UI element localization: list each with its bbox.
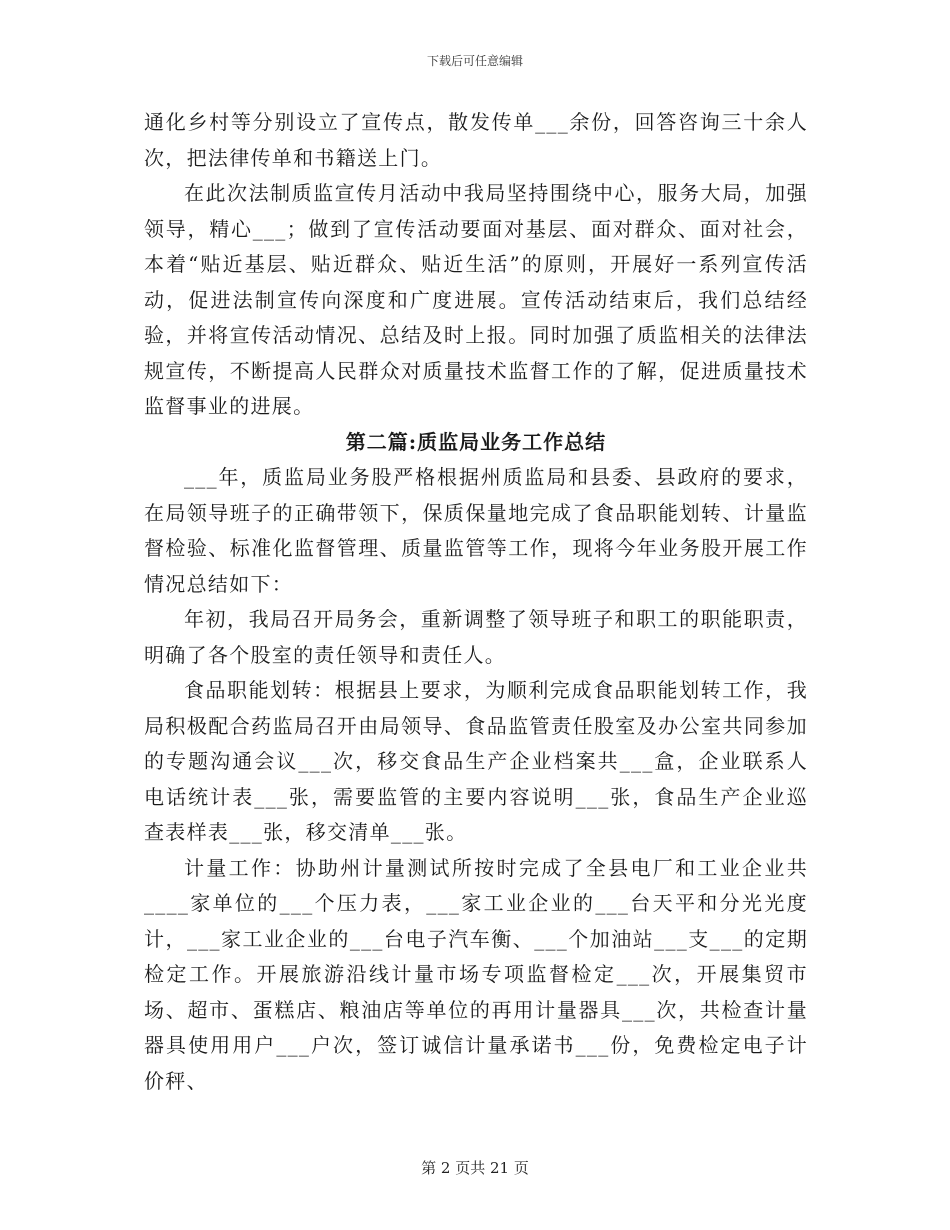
paragraph-3: ___年，质监局业务股严格根据州质监局和县委、县政府的要求，在局领导班子的正确带领下，保质保量地完成了食品职能划转、计量监督检验、标准化监督管理、质量监管等工作，现将今年业务股开展工作情况总结如下： — [144, 465, 808, 596]
page-footer: 第 2 页共 21 页 — [421, 1159, 529, 1177]
paragraph-5: 食品职能划转：根据县上要求，为顺利完成食品职能划转工作，我局积极配合药监局召开由局领导、食品监管责任股室及办公室共同参加的专题沟通会议___次，移交食品生产企业档案共___盒，企业联系人电话统计表___张，需要监管的主要内容说明___张，食品生产企业巡查表样表___张，移交清单___张。 — [144, 678, 808, 844]
page-header: 下载后可任意编辑 — [426, 54, 523, 68]
paragraph-2: 在此次法制质监宣传月活动中我局坚持围绕中心，服务大局，加强领导，精心___；做到了宣传活动要面对基层、面对群众、面对社会，本着“贴近基层、贴近群众、贴近生活”的原则，开展好一系列宣传活动，促进法制宣传向深度和广度进展。宣传活动结束后，我们总结经验，并将宣传活动情况、总结及时上报。同时加强了质监相关的法律法规宣传，不断提高人民群众对质量技术监督工作的了解，促进质量技术监督事业的进展。 — [144, 181, 808, 418]
paragraph-1: 通化乡村等分别设立了宣传点，散发传单___余份，回答咨询三十余人次，把法律传单和书籍送上门。 — [144, 110, 808, 170]
document-body — [144, 105, 808, 1099]
paragraph-6: 计量工作：协助州计量测试所按时完成了全县电厂和工业企业共____家单位的___个压力表，___家工业企业的___台天平和分光光度计，___家工业企业的___台电子汽车衡、___个加油站___支___的定期检定工作。开展旅游沿线计量市场专项监督检定___次，开展集贸市场、超市、蛋糕店、粮油店等单位的再用计量器具___次，共检查计量器具使用用户___户次，签订诚信计量承诺书___份，免费检定电子计价秤、 — [144, 855, 808, 1093]
section-heading: 第二篇:质监局业务工作总结 — [345, 429, 607, 454]
paragraph-4: 年初，我局召开局务会，重新调整了领导班子和职工的职能职责，明确了各个股室的责任领导和责任人。 — [144, 607, 808, 667]
